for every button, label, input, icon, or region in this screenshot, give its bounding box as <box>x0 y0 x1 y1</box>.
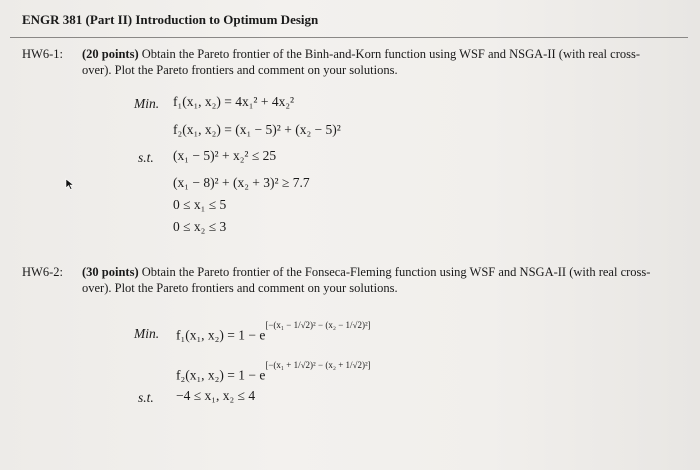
title-divider <box>10 37 688 38</box>
problem-statement <box>82 264 667 296</box>
constraint-1: −4 ≤ x₁, x₂ ≤ 4 <box>176 388 256 403</box>
objective-f2-exponent: [−(x₁ + 1/√2)² − (x₂ + 1/√2)²] <box>265 360 371 370</box>
constraint-4: 0 ≤ x₂ ≤ 3 <box>173 219 227 234</box>
problem-number: HW6-1: <box>22 47 63 61</box>
min-label: Min. <box>134 96 160 111</box>
problem-hw6-2 <box>22 264 662 304</box>
objective-f1 <box>176 320 371 344</box>
objective-f2-lhs: f₂(x₁, x₂) = 1 − e <box>176 367 266 383</box>
st-label: s.t. <box>138 150 154 165</box>
constraint-1: (x₁ − 5)² + x₂² ≤ 25 <box>173 148 277 163</box>
st-label: s.t. <box>138 390 154 405</box>
objective-f1-exponent: [−(x₁ − 1/√2)² − (x₂ − 1/√2)²] <box>265 320 371 330</box>
constraint-3: 0 ≤ x₁ ≤ 5 <box>173 197 227 212</box>
problem-hw6-1 <box>22 46 662 86</box>
mouse-pointer-icon <box>65 178 75 190</box>
problem-points: (20 points) <box>82 47 139 61</box>
problem-statement <box>82 46 662 78</box>
objective-f1: f₁(x₁, x₂) = 4x₁² + 4x₂² <box>173 94 295 109</box>
problem-number: HW6-2: <box>22 265 63 279</box>
objective-f2 <box>176 360 371 384</box>
objective-f2: f₂(x₁, x₂) = (x₁ − 5)² + (x₂ − 5)² <box>173 122 341 137</box>
min-label: Min. <box>134 326 160 341</box>
objective-f1-lhs: f₁(x₁, x₂) = 1 − e <box>176 327 266 343</box>
problem-points: (30 points) <box>82 265 139 279</box>
constraint-2: (x₁ − 8)² + (x₂ + 3)² ≥ 7.7 <box>173 175 310 190</box>
page-title: ENGR 381 (Part II) Introduction to Optimum Design <box>22 12 319 27</box>
problem-text: Obtain the Pareto frontier of the Binh-and-Korn function using WSF and NSGA-II (with real cross-over). Plot the Pareto frontiers and comment on your solutions. <box>82 47 641 77</box>
problem-text: Obtain the Pareto frontier of the Fonseca-Fleming function using WSF and NSGA-II (with real cross-over). Plot the Pareto frontiers and comment on your solutions. <box>82 265 651 295</box>
